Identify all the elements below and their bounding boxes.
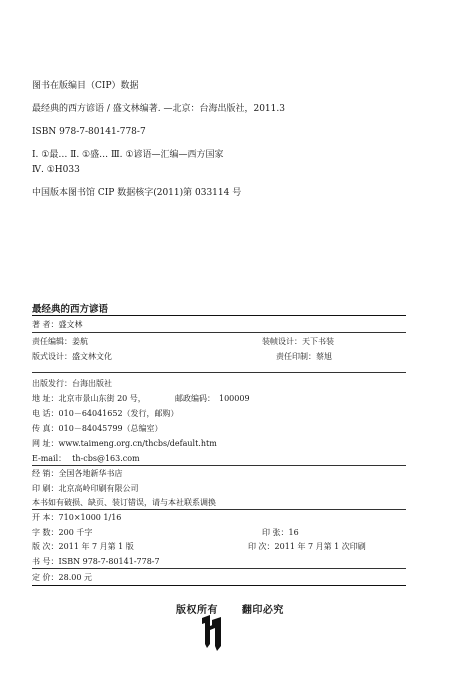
publisher-value: 台海出版社 — [72, 379, 112, 388]
printer-label: 印 刷： — [32, 484, 59, 493]
price-value: 28.00 元 — [58, 573, 92, 582]
format-row — [32, 512, 121, 523]
web-value: www.taimeng.org.cn/thcbs/default.htm — [58, 439, 217, 448]
author-value: 盛文林 — [58, 320, 83, 329]
fax-value: 010－84045799（总编室） — [58, 424, 163, 433]
address-label: 地 址： — [32, 394, 59, 403]
print-supervisor-value: 蔡旭 — [316, 352, 332, 361]
printer-row — [32, 483, 139, 494]
words-row — [32, 527, 92, 538]
distributor-value: 全国各地新华书店 — [58, 469, 123, 478]
layout-design-row — [32, 351, 112, 362]
printing-row — [248, 541, 366, 552]
publisher-logo — [200, 614, 224, 652]
cip-library-number: 中国版本图书馆 CIP 数据核字(2011)第 033114 号 — [32, 188, 242, 198]
edition-value: 2011 年 7 月第 1 版 — [58, 542, 134, 551]
price-row — [32, 572, 92, 583]
fax-label: 传 真： — [32, 424, 59, 433]
edition-row — [32, 541, 134, 552]
cip-heading: 图书在版编目（CIP）数据 — [32, 81, 139, 91]
isbn-label: 书 号： — [32, 557, 59, 566]
divider — [32, 315, 406, 316]
phone-value: 010－64041652（发行，邮购） — [58, 409, 179, 418]
divider — [32, 465, 406, 466]
printer-value: 北京高岭印刷有限公司 — [58, 484, 139, 493]
cip-isbn: ISBN 978-7-80141-778-7 — [32, 127, 146, 137]
web-label: 网 址： — [32, 439, 59, 448]
cip-citation: 最经典的西方谚语 / 盛文林编著. —北京：台海出版社，2011.3 — [32, 104, 285, 114]
publisher-logo-icon — [200, 614, 224, 652]
edition-label: 版 次： — [32, 542, 59, 551]
layout-design-label: 版式设计： — [32, 352, 72, 361]
sheets-row — [262, 527, 299, 538]
phone-label: 电 话： — [32, 409, 59, 418]
divider — [32, 568, 406, 569]
isbn-value: ISBN 978-7-80141-778-7 — [58, 557, 160, 566]
address-row — [32, 393, 146, 404]
postcode-row — [175, 393, 250, 404]
address-value: 北京市景山东街 20 号， — [58, 394, 146, 403]
format-label: 开 本： — [32, 513, 59, 522]
publisher-label: 出版发行： — [32, 379, 72, 388]
sheets-value: 16 — [288, 528, 299, 537]
author-label: 著 者： — [32, 320, 59, 329]
distributor-label: 经 销： — [32, 469, 59, 478]
divider — [32, 585, 406, 586]
copyright-notice: 版权所有 翻印必究 — [176, 605, 284, 616]
phone-row — [32, 408, 179, 419]
email-label: E-mail： — [32, 454, 67, 463]
cip-subjects-line2: Ⅳ. ①H033 — [32, 165, 80, 175]
postcode-label: 邮政编码： — [175, 394, 215, 403]
print-supervisor-label: 责任印制： — [276, 352, 316, 361]
notice: 本书如有破损、缺页、装订错误，请与本社联系调换 — [32, 498, 216, 507]
editor-label: 责任编辑： — [32, 337, 72, 346]
words-value: 200 千字 — [58, 528, 93, 537]
postcode-value: 100009 — [219, 394, 250, 403]
divider — [32, 332, 406, 333]
words-label: 字 数： — [32, 528, 59, 537]
divider — [32, 372, 406, 373]
divider — [32, 509, 406, 510]
printing-label: 印 次： — [248, 542, 275, 551]
email-value: th-cbs@163.com — [72, 454, 140, 463]
sheets-label: 印 张： — [262, 528, 289, 537]
fax-row — [32, 423, 163, 434]
format-value: 710×1000 1/16 — [58, 513, 122, 522]
cip-subjects-line1: Ⅰ. ①最… Ⅱ. ①盛… Ⅲ. ①谚语—汇编—西方国家 — [32, 150, 224, 160]
editor-value: 姜航 — [72, 337, 88, 346]
cover-design-label: 装帧设计： — [262, 337, 302, 346]
book-title: 最经典的西方谚语 — [32, 304, 109, 315]
print-supervisor-row — [276, 351, 332, 362]
email-row — [32, 453, 140, 464]
layout-design-value: 盛文林文化 — [72, 352, 112, 361]
author-row — [32, 319, 83, 330]
printing-value: 2011 年 7 月第 1 次印刷 — [274, 542, 366, 551]
distributor-row — [32, 468, 123, 479]
web-row — [32, 438, 217, 449]
cover-design-value: 天下书装 — [302, 337, 334, 346]
editor-row — [32, 336, 88, 347]
publisher-row — [32, 378, 112, 389]
isbn-row — [32, 556, 160, 567]
price-label: 定 价： — [32, 573, 59, 582]
cover-design-row — [262, 336, 334, 347]
